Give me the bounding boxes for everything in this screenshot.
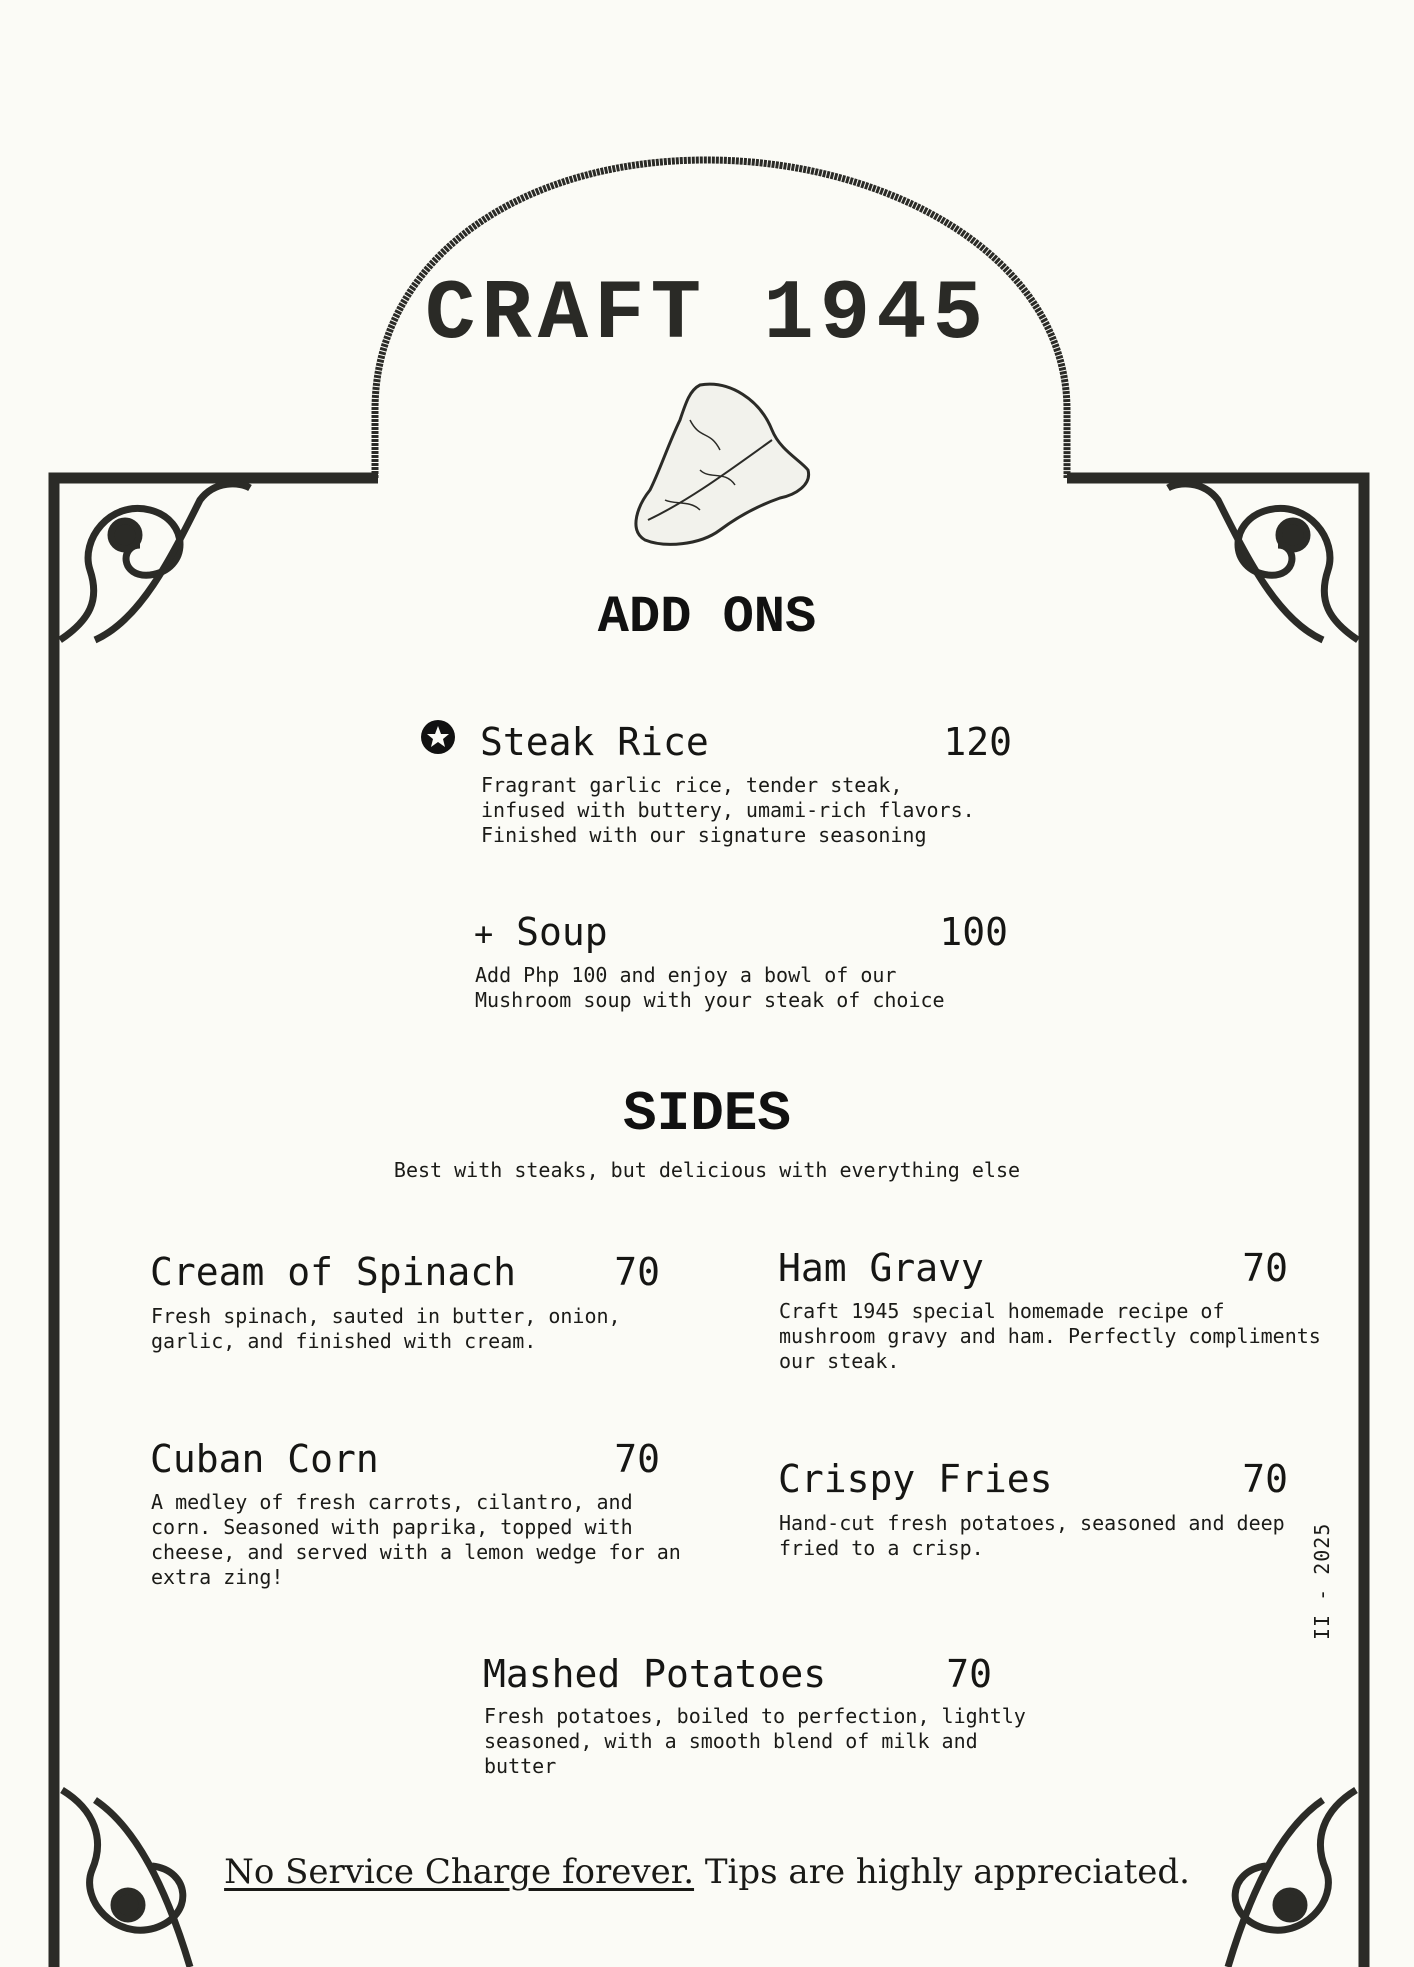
steak-illustration xyxy=(636,384,809,544)
footer-note xyxy=(0,1852,1414,1892)
side-price-mashed-potatoes: 70 xyxy=(946,1652,992,1696)
side-name-cream-of-spinach: Cream of Spinach xyxy=(150,1250,517,1294)
side-desc-cream-of-spinach: Fresh spinach, sauted in butter, onion, garlic, and finished with cream. xyxy=(151,1304,621,1353)
addon-name-steak-rice: Steak Rice xyxy=(480,720,709,764)
addon-price-steak-rice: 120 xyxy=(943,720,1012,764)
side-desc-mashed-potatoes: Fresh potatoes, boiled to perfection, lightly seasoned, with a smooth blend of milk and butter xyxy=(484,1704,1026,1778)
side-name-crispy-fries: Crispy Fries xyxy=(778,1457,1053,1501)
addon-price-soup: 100 xyxy=(939,910,1008,954)
side-name-ham-gravy: Ham Gravy xyxy=(778,1246,984,1290)
side-name-cuban-corn: Cuban Corn xyxy=(150,1437,379,1481)
side-name-mashed-potatoes: Mashed Potatoes xyxy=(483,1652,827,1696)
addon-name-soup: Soup xyxy=(516,910,608,954)
side-desc-cuban-corn: A medley of fresh carrots, cilantro, and corn. Seasoned with paprika, topped with cheese, and served with a lemon wedge for an extra zing! xyxy=(151,1490,681,1589)
footer-no-service-charge: No Service Charge forever. xyxy=(224,1852,695,1892)
edition-label: II - 2025 xyxy=(1310,1522,1334,1640)
sides-tagline: Best with steaks, but delicious with everything else xyxy=(393,1158,1021,1182)
addon-soup-row xyxy=(474,910,608,954)
star-badge-icon xyxy=(420,719,456,755)
footer-tips: Tips are highly appreciated. xyxy=(694,1852,1190,1892)
side-desc-ham-gravy: Craft 1945 special homemade recipe of mushroom gravy and ham. Perfectly compliments our steak. xyxy=(779,1299,1321,1373)
side-desc-crispy-fries: Hand-cut fresh potatoes, seasoned and deep fried to a crisp. xyxy=(779,1511,1285,1560)
addon-desc-steak-rice: Fragrant garlic rice, tender steak, infused with buttery, umami-rich flavors. Finished with our signature seasoning xyxy=(481,773,975,847)
side-price-cream-of-spinach: 70 xyxy=(614,1250,660,1294)
brand-title: CRAFT 1945 xyxy=(424,268,990,363)
side-price-ham-gravy: 70 xyxy=(1242,1246,1288,1290)
addons-heading: ADD ONS xyxy=(597,588,817,647)
side-price-cuban-corn: 70 xyxy=(614,1437,660,1481)
sides-heading: SIDES xyxy=(622,1082,792,1146)
side-price-crispy-fries: 70 xyxy=(1242,1457,1288,1501)
plus-icon: + xyxy=(474,915,494,953)
addon-desc-soup: Add Php 100 and enjoy a bowl of our Mushroom soup with your steak of choice xyxy=(475,963,945,1012)
